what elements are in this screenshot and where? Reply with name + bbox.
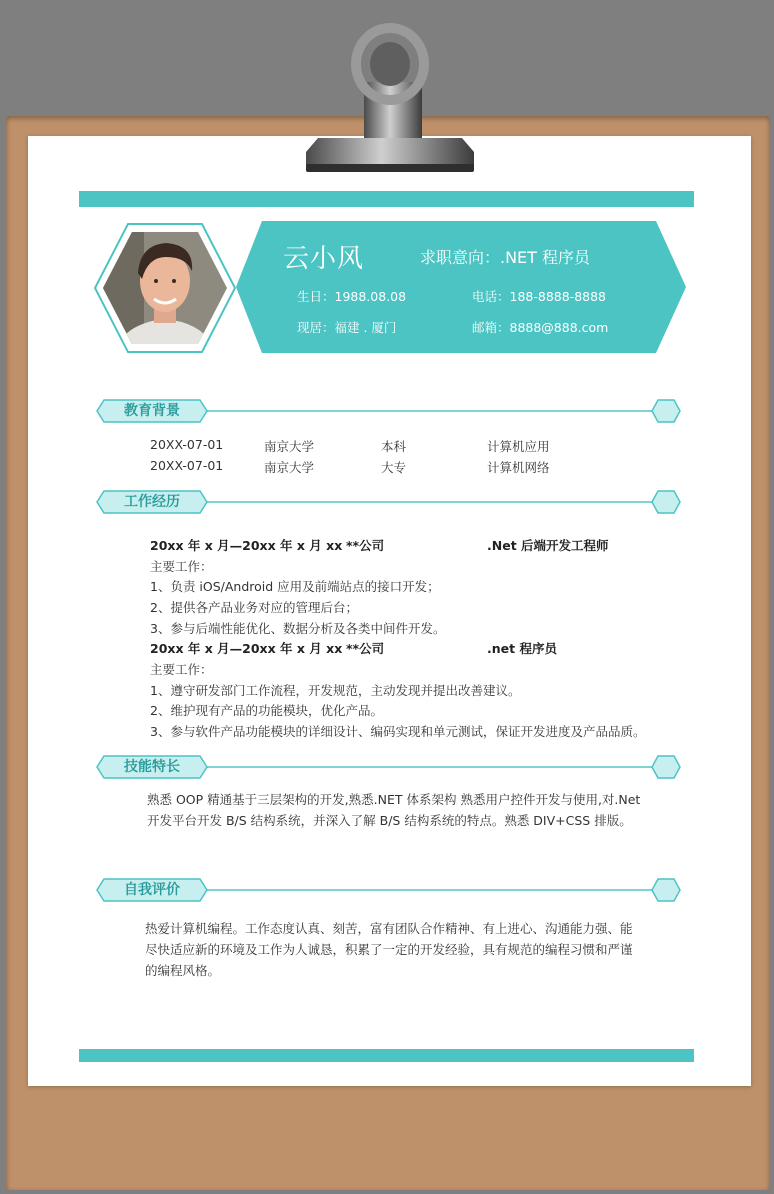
- hexagon-icon: [651, 399, 681, 423]
- job-role: .net 程序员: [487, 641, 557, 656]
- skills-divider: [205, 766, 655, 768]
- duty-label: 主要工作：: [150, 559, 213, 574]
- edu-school: 南京大学: [264, 439, 315, 454]
- birth-date: 生日：1988.08.08: [297, 289, 407, 304]
- hexagon-icon: [651, 490, 681, 514]
- candidate-name: 云小风: [283, 244, 365, 274]
- work-divider: [205, 501, 655, 503]
- duty-item: 3、参与软件产品功能模块的详细设计、编码实现和单元测试，保证开发进度及产品品质。: [150, 724, 646, 739]
- hexagon-icon: [651, 878, 681, 902]
- self-evaluation-text: 的编程风格。: [145, 963, 221, 978]
- job-period: 20xx 年 x 月—20xx 年 x 月 xx: [150, 538, 343, 553]
- duty-item: 2、提供各产品业务对应的管理后台；: [150, 600, 358, 615]
- section-title: 教育背景: [124, 403, 180, 419]
- top-accent-bar: [79, 191, 694, 207]
- edu-major: 计算机网络: [487, 460, 550, 475]
- duty-item: 1、负责 iOS/Android 应用及前端站点的接口开发；: [150, 579, 440, 594]
- edu-date: 20XX-07-01: [150, 437, 224, 452]
- hexagon-icon: [651, 755, 681, 779]
- job-company: **公司: [346, 641, 385, 656]
- duty-label: 主要工作：: [150, 662, 213, 677]
- section-header-self-evaluation: [96, 878, 208, 902]
- job-intention: 求职意向：.NET 程序员: [420, 248, 591, 267]
- self-evaluation-text: 热爱计算机编程。工作态度认真、刻苦，富有团队合作精神、有上进心、沟通能力强、能: [145, 921, 633, 936]
- duty-item: 3、参与后端性能优化、数据分析及各类中间件开发。: [150, 621, 446, 636]
- job-company: **公司: [346, 538, 385, 553]
- self-divider: [205, 889, 655, 891]
- job-role: .Net 后端开发工程师: [487, 538, 609, 553]
- section-title: 技能特长: [124, 759, 180, 775]
- phone-number: 电话：188-8888-8888: [472, 289, 607, 304]
- skills-text: 熟悉 OOP 精通基于三层架构的开发,熟悉.NET 体系架构 熟悉用户控件开发与使用,对.Net: [147, 792, 641, 807]
- job-period: 20xx 年 x 月—20xx 年 x 月 xx: [150, 641, 343, 656]
- duty-item: 2、维护现有产品的功能模块，优化产品。: [150, 703, 383, 718]
- section-header-skills: [96, 755, 208, 779]
- section-header-work: [96, 490, 208, 514]
- section-header-education: [96, 399, 208, 423]
- bottom-accent-bar: [79, 1049, 694, 1062]
- section-title: 自我评价: [124, 882, 180, 898]
- edu-school: 南京大学: [264, 460, 315, 475]
- section-title: 工作经历: [124, 494, 180, 510]
- residence: 现居：福建 . 厦门: [297, 320, 397, 335]
- edu-degree: 大专: [381, 460, 407, 475]
- duty-item: 1、遵守研发部门工作流程，开发规范，主动发现并提出改善建议。: [150, 683, 521, 698]
- email-address: 邮箱：8888@888.com: [472, 320, 609, 335]
- skills-text: 开发平台开发 B/S 结构系统，并深入了解 B/S 结构系统的特点。熟悉 DIV+CSS 排版。: [147, 813, 632, 828]
- edu-date: 20XX-07-01: [150, 458, 224, 473]
- edu-major: 计算机应用: [487, 439, 550, 454]
- self-evaluation-text: 尽快适应新的环境及工作为人诚恳，积累了一定的开发经验，具有规范的编程习惯和严谨: [145, 942, 633, 957]
- avatar: [94, 223, 236, 353]
- edu-degree: 本科: [381, 439, 407, 454]
- education-divider: [205, 410, 655, 412]
